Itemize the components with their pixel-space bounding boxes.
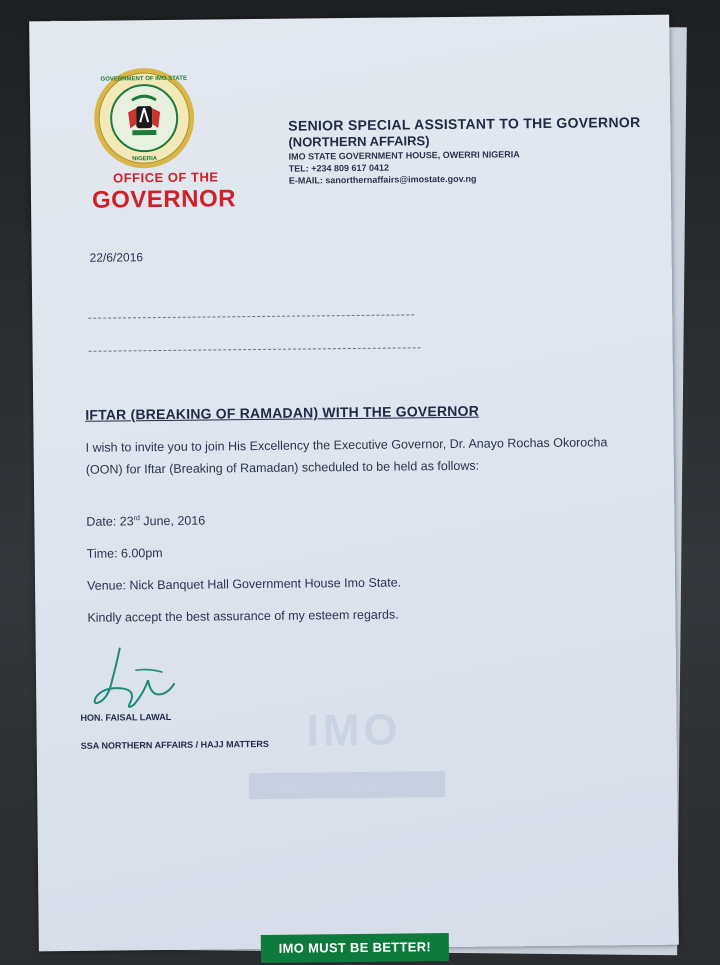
letter-body: I wish to invite you to join His Excellency the Executive Governor, Dr. Anayo Rochas Okorocha (OON) for Iftar (Breaking of Ramadan) scheduled to be held as follows: bbox=[85, 435, 608, 477]
seal-top-text: GOVERNMENT OF IMO STATE bbox=[100, 75, 188, 83]
watermark-banner: RESCUE MISSION bbox=[249, 771, 445, 799]
slogan-banner: IMO MUST BE BETTER! bbox=[261, 933, 449, 963]
office-label: OFFICE OF THE bbox=[112, 169, 219, 186]
letterhead-address: IMO STATE GOVERNMENT HOUSE, OWERRI NIGERIA bbox=[288, 149, 520, 162]
letter-date: 22/6/2016 bbox=[89, 250, 144, 265]
letter-subject: IFTAR (BREAKING OF RAMADAN) WITH THE GOVERNOR bbox=[85, 402, 480, 423]
address-line-2 bbox=[89, 347, 421, 351]
address-line-1 bbox=[88, 314, 414, 318]
signature-icon bbox=[90, 640, 201, 717]
letter-page bbox=[29, 15, 679, 956]
signatory-name: HON. FAISAL LAWAL bbox=[80, 711, 172, 723]
governor-label: GOVERNOR bbox=[91, 185, 237, 214]
letterhead-email: E-MAIL: sanorthernaffairs@imostate.gov.ng bbox=[288, 173, 477, 186]
seal-icon bbox=[92, 66, 197, 171]
letterhead-subtitle: (NORTHERN AFFAIRS) bbox=[288, 133, 430, 150]
seal-bottom-text: NIGERIA bbox=[132, 156, 158, 163]
event-date-label: Date: 23 bbox=[86, 514, 134, 529]
letterhead-tel: TEL: +234 809 617 0412 bbox=[288, 162, 390, 174]
letterhead-title: SENIOR SPECIAL ASSISTANT TO THE GOVERNOR bbox=[288, 113, 641, 134]
watermark-word: IMO bbox=[306, 705, 402, 756]
closing-line: Kindly accept the best assurance of my esteem regards. bbox=[87, 607, 399, 625]
event-date-suffix: rd bbox=[133, 515, 140, 523]
event-venue: Venue: Nick Banquet Hall Government House Imo State. bbox=[86, 575, 402, 593]
event-date-rest: June, 2016 bbox=[139, 513, 206, 529]
signatory-title: SSA NORTHERN AFFAIRS / HAJJ MATTERS bbox=[80, 738, 269, 751]
event-time: Time: 6.00pm bbox=[86, 546, 163, 561]
event-date bbox=[86, 514, 205, 529]
letterhead-block bbox=[288, 112, 689, 186]
